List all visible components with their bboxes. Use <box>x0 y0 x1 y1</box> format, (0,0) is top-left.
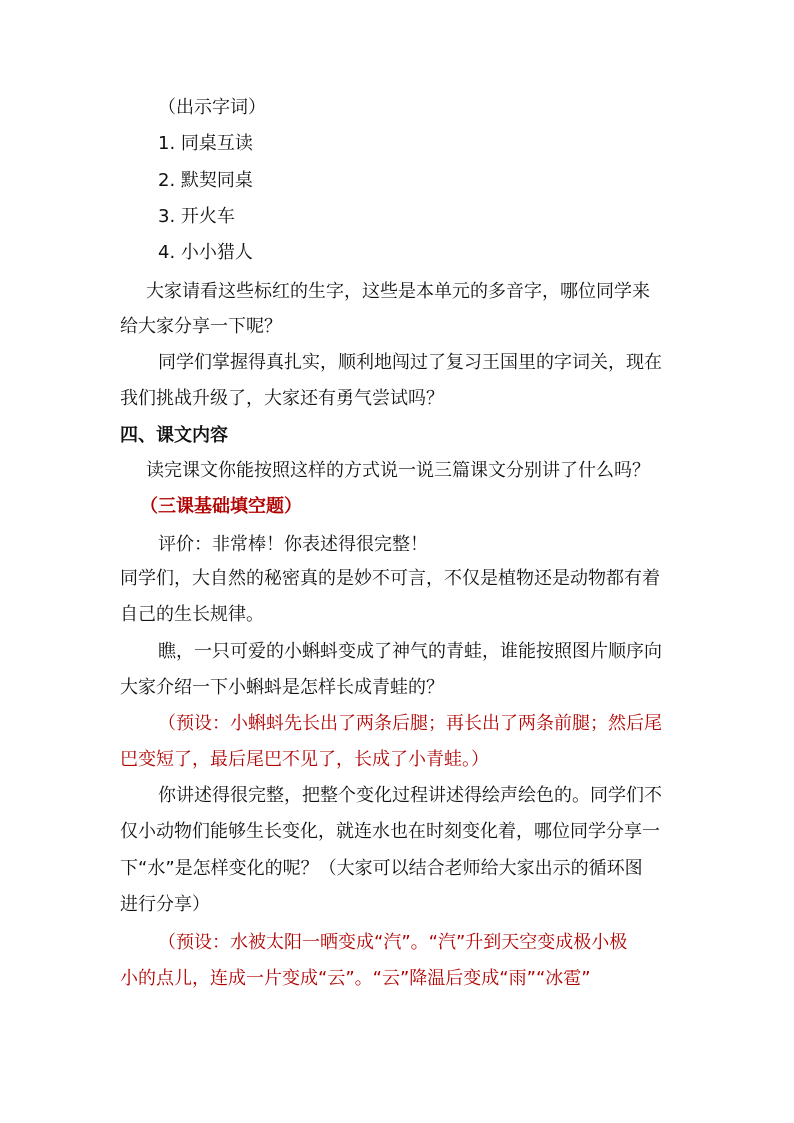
paragraph-line: 自己的生长规律。 <box>120 604 264 625</box>
paragraph-line: 同学们，大自然的秘密真的是妙不可言，不仅是植物还是动物都有着 <box>120 568 660 589</box>
list-item: 4. 小小猎人 <box>158 242 253 263</box>
preset-answer-line: 小的点儿，连成一片变成“云”。“云”降温后变成“雨”“冰雹” <box>120 968 591 989</box>
paragraph-line: 我们挑战升级了，大家还有勇气尝试吗？ <box>120 388 444 409</box>
list-item: 2. 默契同桌 <box>158 170 253 191</box>
paragraph-line: 给大家分享一下呢？ <box>120 316 282 337</box>
paragraph-line: 大家请看这些标红的生字，这些是本单元的多音字，哪位同学来 <box>146 281 650 302</box>
paragraph-line: 你讲述得很完整，把整个变化过程讲述得绘声绘色的。同学们不 <box>158 785 662 806</box>
paragraph-line: 读完课文你能按照这样的方式说一说三篇课文分别讲了什么吗？ <box>146 460 650 481</box>
show-words-note: （出示字词） <box>158 97 266 118</box>
preset-answer-line: 巴变短了，最后尾巴不见了，长成了小青蛙。） <box>120 749 489 770</box>
paragraph-line: 仅小动物们能够生长变化，就连水也在时刻变化着，哪位同学分享一 <box>120 821 660 842</box>
list-item: 3. 开火车 <box>158 206 235 227</box>
preset-answer-line: （预设：水被太阳一晒变成“汽”。“汽”升到天空变成极小极 <box>158 932 628 953</box>
paragraph-line: 大家介绍一下小蝌蚪是怎样长成青蛙的？ <box>120 677 444 698</box>
preset-answer-line: （预设：小蝌蚪先长出了两条后腿；再长出了两条前腿；然后尾 <box>158 713 662 734</box>
section-heading: 四、课文内容 <box>120 425 228 446</box>
paragraph-line: 同学们掌握得真扎实，顺利地闯过了复习王国里的字词关，现在 <box>158 352 662 373</box>
paragraph-line: 瞧，一只可爱的小蝌蚪变成了神气的青蛙，谁能按照图片顺序向 <box>158 641 662 662</box>
paragraph-line: 下“水”是怎样变化的呢？（大家可以结合老师给大家出示的循环图 <box>120 858 643 879</box>
paragraph-line: 进行分享） <box>120 894 210 915</box>
fill-blank-note: （三课基础填空题） <box>140 496 302 517</box>
list-item: 1. 同桌互读 <box>158 133 253 154</box>
evaluation-line: 评价：非常棒！你表述得很完整！ <box>158 534 428 555</box>
